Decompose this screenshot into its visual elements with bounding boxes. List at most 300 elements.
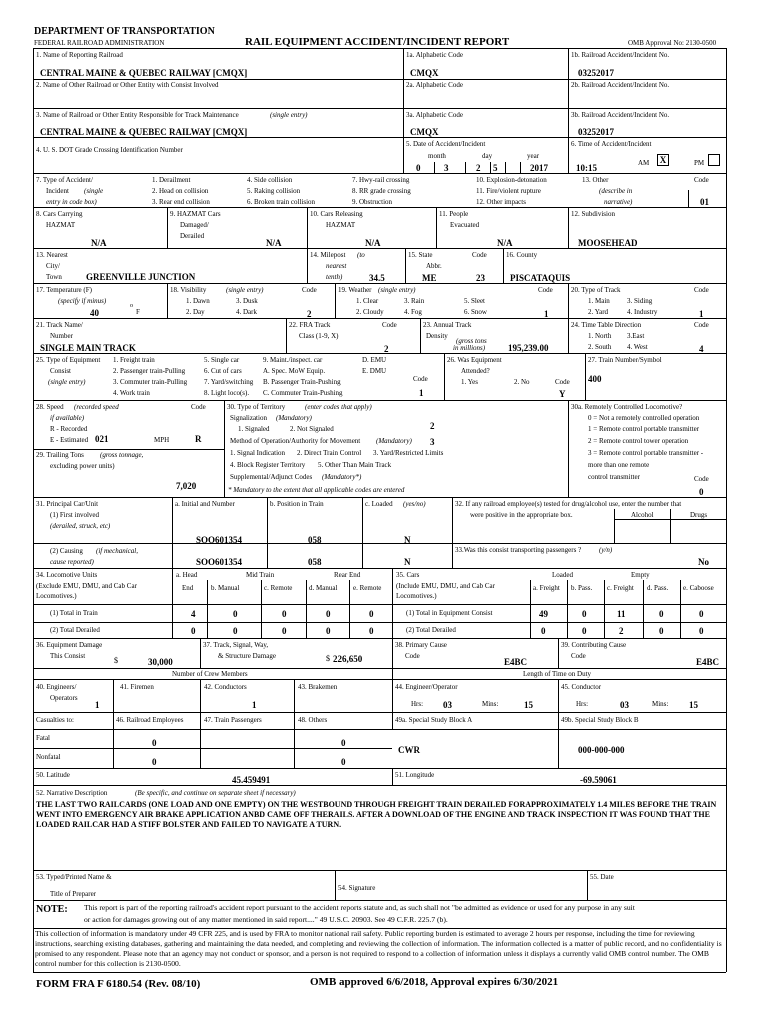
- value-block-b[interactable]: 000-000-000: [578, 745, 625, 755]
- type-3: 3. Rear end collision: [152, 198, 210, 206]
- value-direction[interactable]: 4: [699, 344, 704, 354]
- label-f31-1b: (derailed, struck, etc): [50, 522, 111, 530]
- type-13: 13. Other: [582, 176, 609, 184]
- label-f31c-yn: (yes/no): [403, 500, 426, 508]
- label-f34b: (Exclude EMU, DMU, and Cab Car: [36, 582, 137, 590]
- equip-4: 4. Work train: [113, 389, 150, 397]
- label-f51: 51. Longitude: [395, 771, 435, 779]
- label-mph: MPH: [154, 436, 170, 444]
- value-pos1[interactable]: 058: [308, 535, 322, 545]
- dir-1: 1. North: [588, 332, 612, 340]
- dir-2: 2. South: [588, 343, 612, 351]
- equip-1: 1. Freight train: [113, 356, 155, 364]
- value-hazmat-cars[interactable]: N/A: [91, 238, 107, 248]
- dept-title: DEPARTMENT OF TRANSPORTATION: [34, 26, 215, 37]
- equip-d: D. EMU: [362, 356, 387, 364]
- label-f3: 3. Name of Railroad or Other Entity Responsible for Track Maintenance: [36, 111, 239, 119]
- value-track-damage[interactable]: 226,650: [333, 654, 363, 664]
- equip-6: 6. Cut of cars: [204, 367, 242, 375]
- label-f15: 15. State: [408, 251, 433, 259]
- type-9: 9. Obstruction: [352, 198, 393, 206]
- weather-6: 6. Snow: [464, 308, 487, 316]
- label-f46: 46. Railroad Employees: [116, 716, 184, 724]
- label-note: NOTE:: [36, 904, 68, 915]
- label-f23-density: Density: [426, 332, 448, 340]
- label-f15-abbr: Abbr.: [426, 262, 442, 270]
- label-f7-single: (single: [84, 187, 104, 195]
- label-f10: 10. Cars Releasing: [310, 210, 363, 218]
- value-weather[interactable]: 1: [544, 309, 549, 319]
- label-f9-derailed: Derailed: [180, 232, 205, 240]
- type-4: 4. Side collision: [247, 176, 293, 184]
- dollar-sign-36: $: [114, 656, 118, 665]
- label-month: month: [428, 152, 446, 160]
- label-f11-evac: Evacuated: [450, 221, 480, 229]
- value-rr-no[interactable]: 03252017: [578, 68, 614, 78]
- method-2: 2. Direct Train Control: [297, 449, 362, 457]
- label-f3b: 3b. Railroad Accident/Incident No.: [571, 111, 670, 119]
- value-loco-train-a[interactable]: 4: [191, 609, 196, 619]
- value-cars-der-b[interactable]: 0: [582, 626, 587, 636]
- burden-paragraph: This collection of information is mandatory under 49 CFR 225, and is used by FRA to monitor national rail safety. Public reporting burden is estimated to average 2 hours per response, including the time for reviewing instructions, searching existing databases, gathering and maintaining the data needed, and completing and reviewing the collection of information. The information collected is a matter of public record, and no confidentiality is promised to any respondent. Please note that an agency may not conduct or sponsor, and a person is not required to respond to a collection of information unless it displays a currently valid OMB control number. The OMB control number for this collection is 2130-0500.: [35, 929, 722, 968]
- value-month-2[interactable]: 3: [444, 163, 449, 173]
- value-rr-code[interactable]: CMQX: [410, 68, 439, 78]
- label-f2a: 2a. Alphabetic Code: [406, 81, 463, 89]
- equip-3: 3. Commuter train-Pulling: [113, 378, 188, 386]
- value-track-class[interactable]: 2: [384, 344, 389, 354]
- label-f31-2b: cause reported): [50, 558, 94, 566]
- label-f14-nearest: nearest: [326, 262, 347, 270]
- label-e-remote: e. Remote: [353, 584, 382, 592]
- label-f35: 35. Cars: [396, 571, 420, 579]
- label-f33: 33.Was this consist transporting passengers ?: [455, 546, 582, 554]
- label-f17-minus: (specify if minus): [58, 297, 107, 305]
- value-remote[interactable]: 0: [699, 487, 704, 497]
- label-f42: 42. Conductors: [204, 683, 247, 691]
- label-f31c: c. Loaded: [365, 500, 393, 508]
- label-f13-town: Town: [46, 273, 62, 281]
- value-loco-der-a[interactable]: 0: [191, 626, 196, 636]
- value-maint-name[interactable]: CENTRAL MAINE & QUEBEC RAILWAY [CMQX]: [40, 127, 248, 137]
- label-f3-single: (single entry): [270, 111, 308, 119]
- value-narrative[interactable]: THE LAST TWO RAILCARDS (ONE LOAD AND ONE EMPTY) ON THE WESTBOUND THROUGH FREIGHT TRAIN DERAILED FORAPPROXIMATELY 1.4 MILES BEFORE THE TRAIN WENT INTO EMERGENCY AIR BRAKE APPLICATION ANBD CAME OFF THERAILS. AFTER A DOWNLOAD OF THE ENGINE AND TRACK INSPECTION IT WAS FOUND THAT THE LOADED RAILCAR HAD A STIFF BOLSTER AND FAILED TO NAVIGATE A TURN.: [36, 800, 717, 829]
- label-drugs: Drugs: [690, 511, 708, 519]
- track-1: 1. Main: [588, 297, 610, 305]
- label-method: Method of Operation/Authority for Movement: [230, 437, 361, 445]
- label-supp-mand: (Mandatory*): [322, 473, 362, 481]
- type-1: 1. Derailment: [152, 176, 191, 184]
- value-temp[interactable]: 40: [90, 308, 99, 318]
- label-length-on-duty: Length of Time on Duty: [523, 670, 592, 678]
- label-f19-single: (single entry): [378, 286, 416, 294]
- equip-e: E. DMU: [362, 367, 387, 375]
- checkbox-pm[interactable]: [708, 154, 720, 166]
- value-car1[interactable]: SOO601354: [196, 535, 243, 545]
- type-13-desc: (describe in: [599, 187, 633, 195]
- form-title: RAIL EQUIPMENT ACCIDENT/INCIDENT REPORT: [245, 36, 510, 48]
- weather-3: 3. Rain: [404, 297, 425, 305]
- equip-5: 5. Single car: [204, 356, 240, 364]
- label-f45: 45. Conductor: [561, 683, 602, 691]
- value-loco-train-e[interactable]: 0: [369, 609, 374, 619]
- equip-2: 2. Passenger train-Pulling: [113, 367, 186, 375]
- label-f20: 20. Type of Track: [571, 286, 621, 294]
- type-11: 11. Fire/violent rupture: [476, 187, 541, 195]
- label-code-7: Code: [694, 176, 709, 184]
- label-f52-specific: (Be specific, and continue on separate sheet if necessary): [135, 789, 296, 797]
- label-f19-code: Code: [538, 286, 553, 294]
- value-maint-no[interactable]: 03252017: [578, 127, 614, 137]
- value-load2[interactable]: N: [404, 557, 411, 567]
- label-f25-single: (single entry): [48, 378, 86, 386]
- label-f8-hazmat: HAZMAT: [46, 221, 76, 229]
- label-b-manual: b. Manual: [211, 584, 240, 592]
- label-crew: Number of Crew Members: [172, 670, 248, 678]
- label-f23-millions: in millions): [453, 344, 486, 352]
- weather-5: 5. Sleet: [464, 297, 485, 305]
- value-fatal-others[interactable]: 0: [341, 738, 346, 748]
- label-f34c: Locomotives.): [36, 592, 77, 600]
- label-am: AM: [638, 159, 650, 167]
- value-conductors[interactable]: 1: [252, 700, 257, 710]
- label-loaded: Loaded: [552, 571, 573, 579]
- label-f53b: Title of Preparer: [50, 890, 97, 898]
- label-signal-mand: (Mandatory): [276, 414, 312, 422]
- label-f24: 24. Time Table Direction: [571, 321, 642, 329]
- label-f1: 1. Name of Reporting Railroad: [36, 51, 123, 59]
- label-f39: 39. Contributing Cause: [561, 641, 627, 649]
- value-train-number[interactable]: 400: [588, 374, 602, 384]
- label-f30-codes: (enter codes that apply): [305, 403, 372, 411]
- label-f18: 18. Visibility: [170, 286, 207, 294]
- label-a-freight: a. Freight: [533, 584, 560, 592]
- dir-3: 3.East: [627, 332, 645, 340]
- label-f4: 4. U. S. DOT Grade Crossing Identification Number: [36, 146, 183, 154]
- value-rr-name[interactable]: CENTRAL MAINE & QUEBEC RAILWAY [CMQX]: [40, 68, 248, 78]
- label-f2b: 2b. Railroad Accident/Incident No.: [571, 81, 670, 89]
- label-f25-consist: Consist: [50, 367, 72, 375]
- label-f31b: b. Position in Train: [270, 500, 324, 508]
- value-equip-damage[interactable]: 30,000: [148, 657, 173, 667]
- remote-2: 2 = Remote control tower operation: [588, 437, 689, 445]
- label-casualties: Casualties to:: [36, 716, 74, 724]
- value-eng-mins[interactable]: 15: [524, 700, 533, 710]
- method-4: 4. Block Register Territory: [230, 461, 306, 469]
- checkbox-am[interactable]: X: [657, 154, 669, 166]
- label-f18-code: Code: [302, 286, 317, 294]
- value-fatal-employees[interactable]: 0: [152, 738, 157, 748]
- attended-no: 2. No: [514, 378, 530, 386]
- label-f13: 13. Nearest: [36, 251, 68, 259]
- label-f26-attended: Attended?: [461, 367, 490, 375]
- label-alcohol: Alcohol: [631, 511, 654, 519]
- value-speed-code[interactable]: R: [195, 434, 202, 444]
- note-line-1: This report is part of the reporting railroad's accident report pursuant to the accident reports statute and, as such shall not "be admitted as evidence or used for any purpose in any suit: [84, 903, 635, 912]
- remote-3c: control transmitter: [588, 473, 640, 481]
- signal-1: 1. Signaled: [238, 425, 270, 433]
- value-nonfatal-employees[interactable]: 0: [152, 757, 157, 767]
- label-total-derailed: (2) Total Derailed: [50, 626, 100, 634]
- value-longitude[interactable]: -69.59061: [580, 775, 617, 785]
- value-tons[interactable]: 7,020: [176, 481, 197, 491]
- method-3: 3. Yard/Restricted Limits: [373, 449, 444, 457]
- label-f43: 43. Brakemen: [298, 683, 338, 691]
- label-f23: 23. Annual Track: [423, 321, 472, 329]
- label-f36: 36. Equipment Damage: [36, 641, 103, 649]
- label-f41: 41. Firemen: [120, 683, 154, 691]
- label-d-manual: d. Manual: [309, 584, 338, 592]
- label-f30a-code: Code: [694, 475, 709, 483]
- value-day-1[interactable]: 2: [476, 163, 481, 173]
- label-pm: PM: [694, 159, 705, 167]
- value-latitude[interactable]: 45.459491: [232, 775, 271, 785]
- value-hazmat-released[interactable]: N/A: [365, 238, 381, 248]
- label-f5: 5. Date of Accident/Incident: [406, 140, 486, 148]
- value-people-evacuated[interactable]: N/A: [497, 238, 513, 248]
- value-time[interactable]: 10:15: [576, 163, 597, 173]
- value-month-1[interactable]: 0: [416, 163, 421, 173]
- label-f32b: were positive in the appropriate box.: [470, 511, 573, 519]
- label-f6: 6. Time of Accident/Incident: [571, 140, 652, 148]
- label-f37: 37. Track, Signal, Way,: [203, 641, 269, 649]
- degree-f: F: [136, 308, 140, 316]
- label-f30a: 30a. Remotely Controlled Locomotive?: [571, 403, 683, 411]
- value-cars-train-e[interactable]: 0: [699, 609, 704, 619]
- value-speed[interactable]: 021: [95, 434, 109, 444]
- weather-2: 2. Cloudy: [356, 308, 384, 316]
- label-f44: 44. Engineer/Operator: [395, 683, 458, 691]
- label-f31-2: (2) Causing: [50, 547, 83, 555]
- label-f7-entry: entry in code box): [46, 198, 97, 206]
- value-loco-train-c[interactable]: 0: [282, 609, 287, 619]
- label-f14: 14. Milepost: [310, 251, 346, 259]
- label-f26: 26. Was Equipment: [447, 356, 502, 364]
- label-con-hrs: Hrs:: [576, 700, 589, 708]
- value-track-type[interactable]: 1: [699, 309, 704, 319]
- label-total-train: (1) Total in Train: [50, 609, 98, 617]
- label-fatal: Fatal: [36, 734, 50, 742]
- label-f20-code: Code: [694, 286, 709, 294]
- value-cars-train-c[interactable]: 11: [617, 609, 626, 619]
- type-5: 5. Raking collision: [247, 187, 301, 195]
- label-f22-class: Class (1-9, X): [299, 332, 339, 340]
- label-d-pass: d. Pass.: [647, 584, 669, 592]
- value-nonfatal-others[interactable]: 0: [341, 757, 346, 767]
- vis-2: 2. Day: [186, 308, 205, 316]
- value-loco-train-b[interactable]: 0: [233, 609, 238, 619]
- label-f29-excl: excluding power units): [50, 462, 115, 470]
- label-f17: 17. Temperature (F): [36, 286, 92, 294]
- value-cars-der-a[interactable]: 0: [541, 626, 546, 636]
- label-f25-code: Code: [413, 375, 428, 383]
- label-f14-to: (to: [357, 251, 365, 259]
- value-passengers[interactable]: No: [698, 557, 709, 567]
- value-equip-code[interactable]: 1: [419, 388, 424, 398]
- label-f10-hazmat: HAZMAT: [326, 221, 356, 229]
- value-attended[interactable]: Y: [559, 389, 566, 399]
- label-total-derailed-2: (2) Total Derailed: [406, 626, 456, 634]
- value-cars-train-d[interactable]: 0: [659, 609, 664, 619]
- label-mand-note: * Mandatory to the extent that all applicable codes are entered: [228, 486, 405, 494]
- value-milepost[interactable]: 34.5: [369, 273, 385, 283]
- value-accident-code[interactable]: 01: [700, 197, 709, 207]
- label-method-mand: (Mandatory): [376, 437, 412, 445]
- label-signalization: Signalization: [230, 414, 267, 422]
- label-midtrain: Mid Train: [246, 571, 275, 579]
- label-f53: 53. Typed/Printed Name &: [36, 873, 112, 881]
- value-cars-der-c[interactable]: 2: [619, 626, 624, 636]
- label-f28-recorded: (recorded speed: [74, 403, 119, 411]
- type-7: 7. Hwy-rail crossing: [352, 176, 410, 184]
- value-subdivision[interactable]: MOOSEHEAD: [578, 238, 638, 248]
- value-pos2[interactable]: 058: [308, 557, 322, 567]
- value-loco-der-d[interactable]: 0: [326, 626, 331, 636]
- value-state-code[interactable]: 23: [476, 273, 485, 283]
- label-f23-tons: (gross tons: [456, 337, 487, 345]
- type-2: 2. Head on collision: [152, 187, 209, 195]
- vis-1: 1. Dawn: [186, 297, 210, 305]
- label-f28-r: R - Recorded: [50, 425, 88, 433]
- label-f49a: 49a. Special Study Block A: [395, 716, 473, 724]
- dollar-sign-37: $: [326, 654, 330, 663]
- label-f12: 12. Subdivision: [571, 210, 615, 218]
- value-loco-der-b[interactable]: 0: [233, 626, 238, 636]
- value-state[interactable]: ME: [422, 273, 437, 283]
- equip-a: A. Spec. MoW Equip.: [263, 367, 326, 375]
- value-maint-code[interactable]: CMQX: [410, 127, 439, 137]
- label-f29-gross: (gross tonnage,: [100, 451, 144, 459]
- label-f2: 2. Name of Other Railroad or Other Entity with Consist Involved: [36, 81, 219, 89]
- label-c-remote: c. Remote: [264, 584, 293, 592]
- label-f7-incident: Incident: [46, 187, 69, 195]
- equip-8: 8. Light loco(s).: [204, 389, 250, 397]
- value-con-hrs[interactable]: 03: [620, 700, 629, 710]
- label-f18-single: (single entry): [226, 286, 264, 294]
- value-year[interactable]: 2017: [530, 163, 548, 173]
- label-f37b: & Structure Damage: [218, 652, 276, 660]
- value-primary-cause[interactable]: E4BC: [504, 657, 528, 667]
- label-con-mins: Mins:: [652, 700, 669, 708]
- label-f31-1: (1) First involved: [50, 511, 99, 519]
- equip-b: B. Passenger Train-Pushing: [263, 378, 341, 386]
- value-method[interactable]: 3: [430, 437, 435, 447]
- label-f31: 31. Principal Car/Unit: [36, 500, 99, 508]
- value-day-2[interactable]: 5: [493, 163, 498, 173]
- label-f33-yn: (y/n): [599, 546, 613, 554]
- label-f25: 25. Type of Equipment: [36, 356, 101, 364]
- label-f49b: 49b. Special Study Block B: [561, 716, 639, 724]
- label-f27: 27. Train Number/Symbol: [588, 356, 662, 364]
- label-f22-code: Code: [382, 321, 397, 329]
- admin-title: FEDERAL RAILROAD ADMINISTRATION: [34, 39, 165, 47]
- label-e-caboose: e. Caboose: [683, 584, 714, 592]
- label-f22: 22. FRA Track: [289, 321, 331, 329]
- label-f24-code: Code: [694, 321, 709, 329]
- label-nonfatal: Nonfatal: [36, 753, 61, 761]
- value-cars-train-a[interactable]: 49: [539, 609, 548, 619]
- weather-1: 1. Clear: [356, 297, 379, 305]
- label-f19: 19. Weather: [338, 286, 372, 294]
- value-cars-train-b[interactable]: 0: [582, 609, 587, 619]
- value-hazmat-damaged[interactable]: N/A: [266, 238, 282, 248]
- form-number: FORM FRA F 6180.54 (Rev. 08/10): [36, 978, 201, 990]
- label-f9: 9. HAZMAT Cars: [170, 210, 221, 218]
- label-f35c: Locomotives.): [396, 592, 437, 600]
- value-loco-der-c[interactable]: 0: [282, 626, 287, 636]
- value-car2[interactable]: SOO601354: [196, 557, 243, 567]
- equip-7: 7. Yard/switching: [204, 378, 254, 386]
- label-c-freight: c. Freight: [607, 584, 634, 592]
- label-f28-code: Code: [191, 403, 206, 411]
- value-track-name[interactable]: SINGLE MAIN TRACK: [40, 343, 136, 353]
- value-cars-der-d[interactable]: 0: [659, 626, 664, 636]
- label-f38: 38. Primary Cause: [395, 641, 447, 649]
- value-con-mins[interactable]: 15: [689, 700, 698, 710]
- equip-9: 9. Maint./inspect. car: [263, 356, 323, 364]
- label-f40b: Operators: [50, 694, 78, 702]
- value-loco-train-d[interactable]: 0: [326, 609, 331, 619]
- value-contrib-cause[interactable]: E4BC: [696, 657, 720, 667]
- label-rearend: Rear End: [334, 571, 361, 579]
- dir-4: 4. West: [627, 343, 648, 351]
- value-block-a[interactable]: CWR: [398, 745, 420, 755]
- value-eng-hrs[interactable]: 03: [443, 700, 452, 710]
- label-f38b: Code: [405, 652, 420, 660]
- value-engineers[interactable]: 1: [95, 700, 100, 710]
- track-2: 2. Yard: [588, 308, 609, 316]
- label-f31-2s: (if mechanical,: [96, 547, 138, 555]
- omb-approved: OMB approved 6/6/2018, Approval expires 6/30/2021: [310, 976, 559, 988]
- label-f31a: a. Initial and Number: [175, 500, 235, 508]
- value-signal[interactable]: 2: [430, 421, 435, 431]
- label-end: End: [182, 584, 194, 592]
- value-county[interactable]: PISCATAQUIS: [510, 273, 571, 283]
- label-supplemental: Supplemental/Adjunct Codes: [230, 473, 313, 481]
- value-cars-der-e[interactable]: 0: [699, 626, 704, 636]
- label-f11: 11. People: [439, 210, 469, 218]
- label-f14-tenth: tenth): [326, 273, 343, 281]
- label-day: day: [482, 152, 493, 160]
- omb-number: OMB Approval No: 2130-0500: [628, 39, 717, 47]
- label-f32: 32. If any railroad employee(s) tested for drug/alcohol use, enter the number that: [455, 500, 682, 508]
- label-f8: 8. Cars Carrying: [36, 210, 83, 218]
- vis-3: 3. Dusk: [236, 297, 258, 305]
- weather-4: 4. Fog: [404, 308, 422, 316]
- label-f34: 34. Locomotive Units: [36, 571, 98, 579]
- equip-c: C. Commuter Train-Pushing: [263, 389, 343, 397]
- label-f21-number: Number: [50, 332, 73, 340]
- value-density[interactable]: 195,239.00: [508, 343, 549, 353]
- label-f50: 50. Latitude: [36, 771, 70, 779]
- value-visibility[interactable]: 2: [307, 309, 312, 319]
- degree-sign: o: [130, 303, 133, 309]
- label-f30: 30. Type of Territory: [227, 403, 286, 411]
- label-f16: 16. County: [506, 251, 538, 259]
- vis-4: 4. Dark: [236, 308, 257, 316]
- label-f48: 48. Others: [298, 716, 328, 724]
- label-total-equip: (1) Total in Equipment Consist: [406, 609, 493, 617]
- label-f47: 47. Train Passengers: [204, 716, 262, 724]
- value-load1[interactable]: N: [404, 535, 411, 545]
- note-line-2: or action for damages growing out of any matter mentioned in said report...." 49 U.S.C. 20903. See 49 C.F.R. 225.7 (b).: [84, 915, 448, 924]
- value-loco-der-e[interactable]: 0: [369, 626, 374, 636]
- label-f52: 52. Narrative Description: [36, 789, 108, 797]
- value-city[interactable]: GREENVILLE JUNCTION: [86, 272, 196, 282]
- type-10: 10. Explosion-detonation: [476, 176, 547, 184]
- remote-1: 1 = Remote control portable transmitter: [588, 425, 700, 433]
- track-4: 4. Industry: [627, 308, 658, 316]
- label-f55: 55. Date: [590, 873, 614, 881]
